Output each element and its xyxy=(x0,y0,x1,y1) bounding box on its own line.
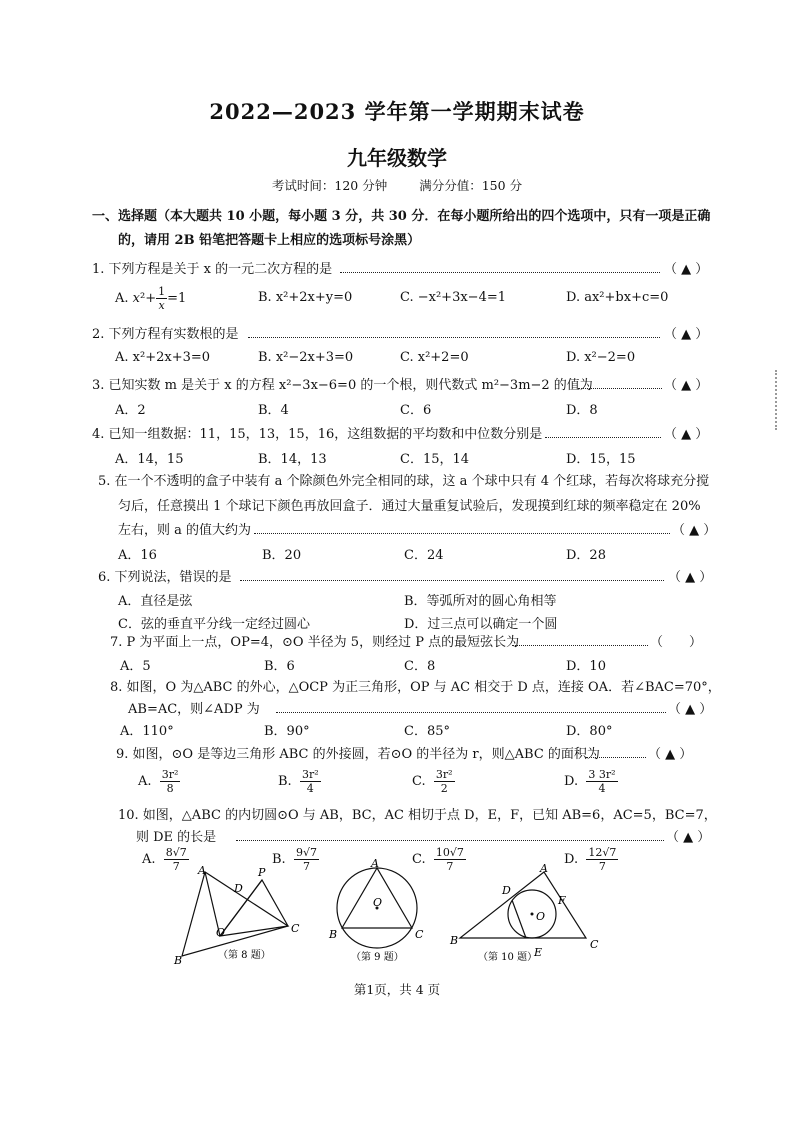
figure-9 xyxy=(325,858,435,970)
leader-dots xyxy=(248,325,660,338)
label-a: A xyxy=(371,858,379,870)
q4-option-d: D．15，15 xyxy=(566,452,636,467)
label-p: P xyxy=(258,866,266,879)
leader-dots xyxy=(586,745,646,758)
leader-dots xyxy=(340,260,660,273)
q10-d-numerator: 12√7 xyxy=(588,846,617,859)
exam-title: 2022—2023 学年第一学期期末试卷 xyxy=(209,99,585,124)
q10-option-d: D. $\frac{12√7}{7}$ xyxy=(564,846,617,873)
q1-option-c: C. −x²+3x−4=1 xyxy=(400,290,507,305)
label-d: D xyxy=(502,884,511,897)
q10-c-denominator: 7 xyxy=(446,860,454,873)
q6-option-a: A．直径是弦 xyxy=(118,594,193,609)
answer-mark: （ ▲ ） xyxy=(666,830,711,845)
q1-option-d: D. ax²+bx+c=0 xyxy=(566,290,669,305)
q6-option-d: D．过三点可以确定一个圆 xyxy=(404,617,558,632)
leader-dots xyxy=(512,633,648,646)
label-b: B xyxy=(450,934,459,947)
question-2-stem: 2. 下列方程有实数根的是 xyxy=(92,327,239,342)
question-1-stem: 1. 下列方程是关于 x 的一元二次方程的是 xyxy=(92,262,333,277)
q9-option-d: D. $\frac{\text{3 3r²}}{4}$ xyxy=(564,768,616,795)
q9-a-denominator: 8 xyxy=(166,782,174,795)
segment-de xyxy=(512,900,526,938)
center-o-dot xyxy=(531,913,534,916)
q10-c-numerator: 10√7 xyxy=(435,846,464,859)
section-line-2: 的，请用 2B 铅笔把答题卡上相应的选项标号涂黑） xyxy=(118,233,421,248)
leader-dots xyxy=(254,521,670,534)
label-o: O xyxy=(373,896,383,909)
q2-option-d: D. x²−2=0 xyxy=(566,350,636,365)
q1-option-a: A. x²+ $\frac{1}{x}$ =1 xyxy=(115,285,187,312)
answer-mark: （ ▲ ） xyxy=(664,262,709,277)
answer-mark: （ ▲ ） xyxy=(672,523,717,538)
q1-option-b: B. x²+2x+y=0 xyxy=(258,290,353,305)
scan-artifact xyxy=(775,370,783,430)
question-5-line-1: 5. 在一个不透明的盒子中装有 a 个除颜色外完全相同的球，这 a 个球中只有 4 个红球，若每次将球充分搅 xyxy=(98,474,710,489)
q4-option-a: A．14，15 xyxy=(115,452,184,467)
option-label: A. xyxy=(115,291,129,306)
leader-dots xyxy=(240,568,664,581)
section-line-1: 一、选择题（本大题共 10 小题，每小题 3 分，共 30 分．在每小题所给出的四个选项中，只有一项是正确 xyxy=(92,209,711,224)
q4-option-c: C．15，14 xyxy=(400,452,470,467)
answer-mark: （ ▲ ） xyxy=(668,702,713,717)
question-6-stem: 6. 下列说法，错误的是 xyxy=(98,570,232,585)
q3-option-c: C．6 xyxy=(400,403,432,418)
question-10-line-2: 则 DE 的长是 xyxy=(136,830,217,845)
q9-a-numerator: 3r² xyxy=(161,768,179,781)
q3-option-a: A．2 xyxy=(115,403,146,418)
question-5-line-2: 匀后，任意摸出 1 个球记下颜色再放回盒子．通过大量重复试验后，发现摸到红球的频率稳定在 20% xyxy=(118,499,701,514)
q7-option-d: D．10 xyxy=(566,659,606,674)
figure-10 xyxy=(448,858,608,970)
q8-option-a: A．110° xyxy=(120,724,174,739)
figure-8 xyxy=(170,860,310,970)
label-c: C xyxy=(291,922,300,935)
figure-8-caption: （第 8 题） xyxy=(218,950,271,961)
figure-9-caption: （第 9 题） xyxy=(351,952,404,963)
q10-a-denominator: 7 xyxy=(172,860,180,873)
section-heading xyxy=(92,205,722,253)
label-b: B xyxy=(329,928,338,941)
q9-c-denominator: 2 xyxy=(440,782,448,795)
answer-mark: （ ▲ ） xyxy=(668,570,713,585)
label-o: O xyxy=(536,910,546,923)
q6-option-b: B．等弧所对的圆心角相等 xyxy=(404,594,557,609)
q10-option-c: C. $\frac{10√7}{7}$ xyxy=(412,846,464,873)
q9-option-c: C. $\frac{\text{3r²}}{2}$ xyxy=(412,768,453,795)
label-o: O xyxy=(216,926,226,939)
q9-option-b: B. $\frac{\text{3r²}}{4}$ xyxy=(278,768,319,795)
q8-option-c: C．85° xyxy=(404,724,450,739)
answer-blank: （ ） xyxy=(650,635,703,650)
exam-time: 考试时间：120 分钟 xyxy=(271,178,388,193)
leader-dots xyxy=(578,376,662,389)
q10-b-denominator: 7 xyxy=(302,860,310,873)
q8-option-b: B．90° xyxy=(264,724,310,739)
q10-option-b: B. $\frac{9√7}{7}$ xyxy=(272,846,317,873)
q5-option-d: D．28 xyxy=(566,548,606,563)
q3-option-d: D．8 xyxy=(566,403,598,418)
question-4-stem: 4. 已知一组数据：11，15，13，15，16，这组数据的平均数和中位数分别是 xyxy=(92,427,543,442)
label-a: A xyxy=(540,862,548,875)
q5-option-c: C．24 xyxy=(404,548,444,563)
q8-option-d: D．80° xyxy=(566,724,613,739)
q2-option-b: B. x²−2x+3=0 xyxy=(258,350,354,365)
q6-option-c: C．弦的垂直平分线一定经过圆心 xyxy=(118,617,310,632)
q2-option-c: C. x²+2=0 xyxy=(400,350,469,365)
label-e: E xyxy=(534,946,543,959)
question-7-stem: 7. P 为平面上一点，OP=4，⊙O 半径为 5，则经过 P 点的最短弦长为 xyxy=(110,635,520,650)
answer-mark: （ ▲ ） xyxy=(664,427,709,442)
figure-10-caption: （第 10 题） xyxy=(478,952,538,963)
label-c: C xyxy=(590,938,599,951)
leader-dots xyxy=(276,700,666,713)
question-8-line-2: AB=AC，则∠ADP 为 xyxy=(128,702,260,717)
q4-option-b: B．14，13 xyxy=(258,452,327,467)
q9-b-denominator: 4 xyxy=(306,782,314,795)
label-d: D xyxy=(234,882,243,895)
q7-option-a: A．5 xyxy=(120,659,151,674)
q10-a-numerator: 8√7 xyxy=(165,846,187,859)
label-b: B xyxy=(174,954,183,967)
answer-mark: （ ▲ ） xyxy=(664,378,709,393)
question-10-line-1: 10. 如图，△ABC 的内切圆⊙O 与 AB，BC，AC 相切于点 D，E，F，已知 AB=6，AC=5，BC=7， xyxy=(118,808,717,823)
q9-d-denominator: 4 xyxy=(598,782,606,795)
question-9-stem: 9. 如图，⊙O 是等边三角形 ABC 的外接圆，若⊙O 的半径为 r，则△ABC 的面积为 xyxy=(116,747,600,762)
question-8-line-1: 8. 如图，O 为△ABC 的外心，△OCP 为正三角形，OP 与 AC 相交于 D 点，连接 OA．若∠BAC=70°， xyxy=(110,680,721,695)
exam-subtitle: 九年级数学 xyxy=(347,146,447,170)
q5-option-b: B．20 xyxy=(262,548,302,563)
q5-option-a: A．16 xyxy=(118,548,157,563)
q9-option-a: A. $\frac{\text{3r²}}{8}$ xyxy=(138,768,179,795)
label-c: C xyxy=(415,928,424,941)
q9-b-numerator: 3r² xyxy=(301,768,319,781)
q10-option-a: A. $\frac{8√7}{7}$ xyxy=(142,846,187,873)
q9-d-numerator: 3 3r² xyxy=(588,768,616,781)
question-5-line-3: 左右，则 a 的值大约为 xyxy=(118,523,252,538)
leader-dots xyxy=(545,425,661,438)
label-a: A xyxy=(198,864,206,877)
answer-mark: （ ▲ ） xyxy=(648,747,693,762)
exam-meta xyxy=(0,176,794,194)
exam-score: 满分分值：150 分 xyxy=(419,178,523,193)
leader-dots xyxy=(236,828,664,841)
q10-d-denominator: 7 xyxy=(598,860,606,873)
q7-option-b: B．6 xyxy=(264,659,295,674)
q9-c-numerator: 3r² xyxy=(435,768,453,781)
answer-mark: （ ▲ ） xyxy=(664,327,709,342)
q3-option-b: B．4 xyxy=(258,403,289,418)
triangle-abc xyxy=(460,872,586,938)
page-footer: 第1页，共 4 页 xyxy=(353,982,441,997)
q10-b-numerator: 9√7 xyxy=(295,846,317,859)
question-3-stem: 3. 已知实数 m 是关于 x 的方程 x²−3x−6=0 的一个根，则代数式 m²−3m−2 的值为 xyxy=(92,378,593,393)
q2-option-a: A. x²+2x+3=0 xyxy=(115,350,211,365)
label-f: F xyxy=(558,894,566,907)
q7-option-c: C．8 xyxy=(404,659,436,674)
